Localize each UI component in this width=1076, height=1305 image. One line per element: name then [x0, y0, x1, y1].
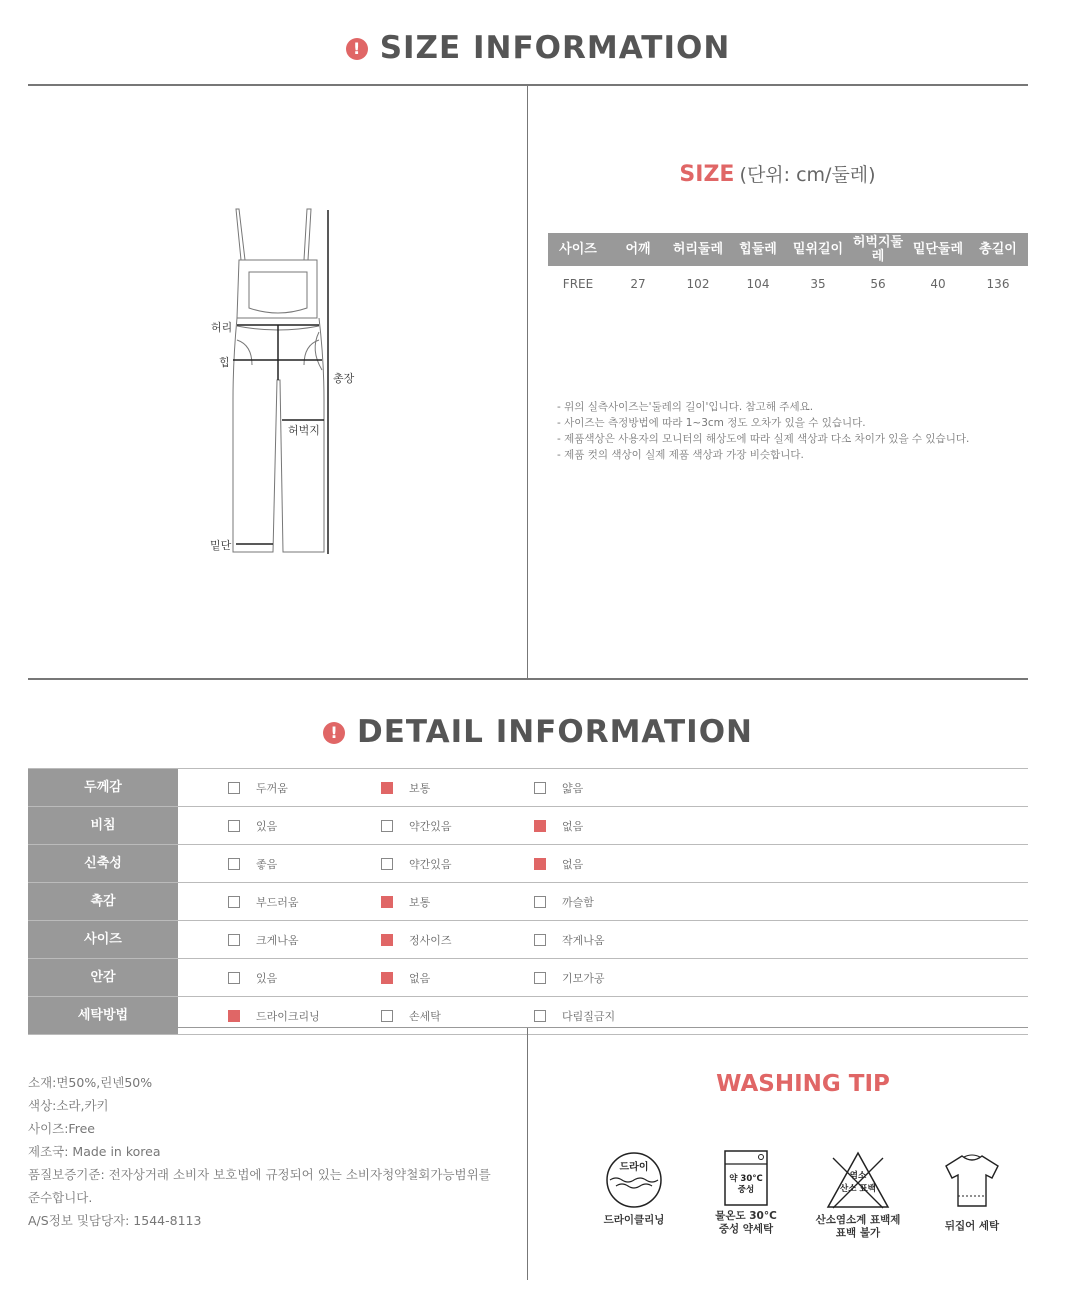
- table-row: [548, 266, 1028, 302]
- material-line: 사이즈:Free: [28, 1121, 95, 1136]
- wash-item-no-bleach: [803, 1150, 913, 1240]
- detail-option-label: 기모가공: [562, 971, 605, 985]
- detail-option-label: 크게나옴: [256, 933, 299, 947]
- note-line: - 위의 실측사이즈는'둘레의 길이'입니다. 참고해 주세요.: [557, 401, 814, 413]
- size-col-header: 밑위길이: [788, 233, 848, 266]
- detail-option-label: 있음: [256, 971, 278, 985]
- detail-option: [381, 769, 430, 806]
- detail-option-label: 작게나옴: [562, 933, 605, 947]
- detail-option-label: 없음: [409, 971, 431, 985]
- detail-row-label: 두께감: [28, 769, 178, 806]
- detail-option: [534, 769, 583, 806]
- size-cell: 35: [810, 277, 826, 291]
- material-info: [28, 1071, 528, 1232]
- divider: [28, 678, 1028, 680]
- detail-option-label: 약간있음: [409, 857, 452, 871]
- no-bleach-icon: 염소 산소 표백: [825, 1150, 891, 1210]
- wash-label: 뒤집어 세탁: [944, 1220, 1000, 1232]
- material-line: 품질보증기준: 전자상거래 소비자 보호법에 규정되어 있는 소비자청약철회가능범위를: [28, 1167, 491, 1182]
- checked-box-icon: [228, 1010, 240, 1022]
- checked-box-icon: [381, 782, 393, 794]
- checkbox-icon: [228, 858, 240, 870]
- checkbox-icon: [534, 782, 546, 794]
- detail-option: [228, 883, 299, 920]
- material-line: 소재:면50%,린넨50%: [28, 1075, 153, 1090]
- size-col-header: 허벅지둘레: [848, 233, 908, 266]
- alert-icon: !: [323, 722, 345, 744]
- detail-option-label: 있음: [256, 819, 278, 833]
- inside-out-shirt-icon: [942, 1150, 1002, 1210]
- checkbox-icon: [534, 972, 546, 984]
- detail-row-label: 세탁방법: [28, 997, 178, 1034]
- note-line: - 제품색상은 사용자의 모니터의 해상도에 따라 실제 색상과 다소 차이가 있을 수 있습니다.: [557, 433, 970, 445]
- water-temp-icon: 약 30°C 중성: [724, 1150, 768, 1206]
- checked-box-icon: [381, 934, 393, 946]
- checkbox-icon: [381, 820, 393, 832]
- detail-option-label: 보통: [409, 895, 431, 909]
- diagram-label-thigh: 허벅지: [288, 424, 320, 437]
- size-section-title: ! SIZE INFORMATION: [0, 30, 1076, 66]
- checked-box-icon: [534, 858, 546, 870]
- detail-option-label: 다림질금지: [562, 1009, 616, 1023]
- detail-option: [534, 997, 615, 1034]
- wash-label: 드라이클리닝: [603, 1214, 665, 1226]
- checkbox-icon: [228, 896, 240, 908]
- note-line: - 사이즈는 측정방법에 따라 1~3cm 정도 오차가 있을 수 있습니다.: [557, 417, 866, 429]
- detail-option: [228, 769, 288, 806]
- size-col-header: 총길이: [968, 233, 1028, 266]
- table-row: [28, 997, 1028, 1035]
- checked-box-icon: [381, 896, 393, 908]
- diagram-label-hem: 밑단: [210, 539, 232, 552]
- detail-option: [534, 883, 594, 920]
- detail-option: [534, 921, 605, 958]
- checkbox-icon: [534, 934, 546, 946]
- overalls-size-diagram: [200, 200, 380, 570]
- table-row: [28, 807, 1028, 845]
- wash-label: 물온도 30°C 중성 약세탁: [715, 1210, 777, 1235]
- checkbox-icon: [228, 820, 240, 832]
- size-table-header: [548, 233, 1028, 266]
- diagram-label-waist: 허리: [211, 321, 233, 334]
- alert-icon: !: [346, 38, 368, 60]
- checked-box-icon: [381, 972, 393, 984]
- table-row: [28, 959, 1028, 997]
- wash-item-water-temp: [691, 1150, 801, 1236]
- checkbox-icon: [534, 896, 546, 908]
- size-col-header: 힙둘레: [728, 233, 788, 266]
- detail-option: [228, 997, 320, 1034]
- detail-section-title: ! DETAIL INFORMATION: [0, 714, 1076, 750]
- table-row: [28, 845, 1028, 883]
- size-cell: 102: [686, 277, 710, 291]
- washing-tip-title: WASHING TIP: [716, 1071, 890, 1097]
- detail-option: [228, 807, 277, 844]
- detail-option-label: 정사이즈: [409, 933, 452, 947]
- checkbox-icon: [228, 782, 240, 794]
- detail-option-label: 두꺼움: [256, 781, 288, 795]
- detail-option: [534, 807, 583, 844]
- divider: [28, 84, 1028, 86]
- detail-option-label: 부드러움: [256, 895, 299, 909]
- detail-option: [228, 921, 299, 958]
- size-table: [548, 233, 1028, 302]
- wash-item-dry-clean: [579, 1150, 689, 1227]
- detail-row-label: 촉감: [28, 883, 178, 920]
- size-cell: 104: [746, 277, 770, 291]
- size-cell: 27: [630, 277, 646, 291]
- wash-item-inside-out: [917, 1150, 1027, 1233]
- detail-option-label: 손세탁: [409, 1009, 441, 1023]
- size-cell: 40: [930, 277, 946, 291]
- material-line: 준수합니다.: [28, 1190, 93, 1205]
- checkbox-icon: [381, 1010, 393, 1022]
- dry-clean-icon: 드라이: [604, 1150, 664, 1210]
- detail-option-label: 없음: [562, 819, 584, 833]
- material-line: 색상:소라,카키: [28, 1098, 109, 1113]
- detail-option-label: 드라이크리닝: [256, 1009, 320, 1023]
- checkbox-icon: [228, 934, 240, 946]
- size-col-header: 밑단둘레: [908, 233, 968, 266]
- detail-option-label: 좋음: [256, 857, 278, 871]
- detail-option-label: 약간있음: [409, 819, 452, 833]
- size-col-header: 어깨: [608, 233, 668, 266]
- material-line: 제조국: Made in korea: [28, 1144, 161, 1159]
- detail-option: [381, 883, 430, 920]
- table-row: [28, 921, 1028, 959]
- checkbox-icon: [381, 858, 393, 870]
- checked-box-icon: [534, 820, 546, 832]
- detail-table: [28, 768, 1028, 1035]
- detail-row-label: 사이즈: [28, 921, 178, 958]
- detail-option: [381, 997, 441, 1034]
- detail-option: [228, 845, 277, 882]
- divider: [28, 1027, 1028, 1028]
- note-line: - 제품 컷의 색상이 실제 제품 색상과 가장 비슷합니다.: [557, 449, 804, 461]
- size-cell: 56: [870, 277, 886, 291]
- detail-option-label: 얇음: [562, 781, 584, 795]
- detail-option-label: 까슬함: [562, 895, 594, 909]
- material-line: A/S정보 및담당자: 1544-8113: [28, 1213, 202, 1228]
- diagram-label-hip: 힙: [219, 356, 230, 369]
- detail-option: [534, 845, 583, 882]
- size-cell: 136: [986, 277, 1010, 291]
- size-notes: [557, 399, 969, 463]
- detail-option-label: 보통: [409, 781, 431, 795]
- size-col-header: 허리둘레: [668, 233, 728, 266]
- checkbox-icon: [534, 1010, 546, 1022]
- size-cell: FREE: [562, 277, 594, 291]
- table-row: [28, 883, 1028, 921]
- size-heading: SIZE (단위: cm/둘레): [679, 162, 876, 187]
- checkbox-icon: [228, 972, 240, 984]
- detail-option: [228, 959, 277, 996]
- detail-option: [381, 921, 452, 958]
- wash-label: 산소염소계 표백제 표백 불가: [815, 1214, 901, 1239]
- detail-row-label: 안감: [28, 959, 178, 996]
- detail-option: [381, 807, 452, 844]
- diagram-label-total-length: 총장: [333, 372, 355, 385]
- detail-row-label: 신축성: [28, 845, 178, 882]
- detail-option-label: 없음: [562, 857, 584, 871]
- size-col-header: 사이즈: [548, 233, 608, 266]
- detail-option: [381, 845, 452, 882]
- detail-row-label: 비침: [28, 807, 178, 844]
- table-row: [28, 768, 1028, 807]
- detail-option: [381, 959, 430, 996]
- detail-option: [534, 959, 605, 996]
